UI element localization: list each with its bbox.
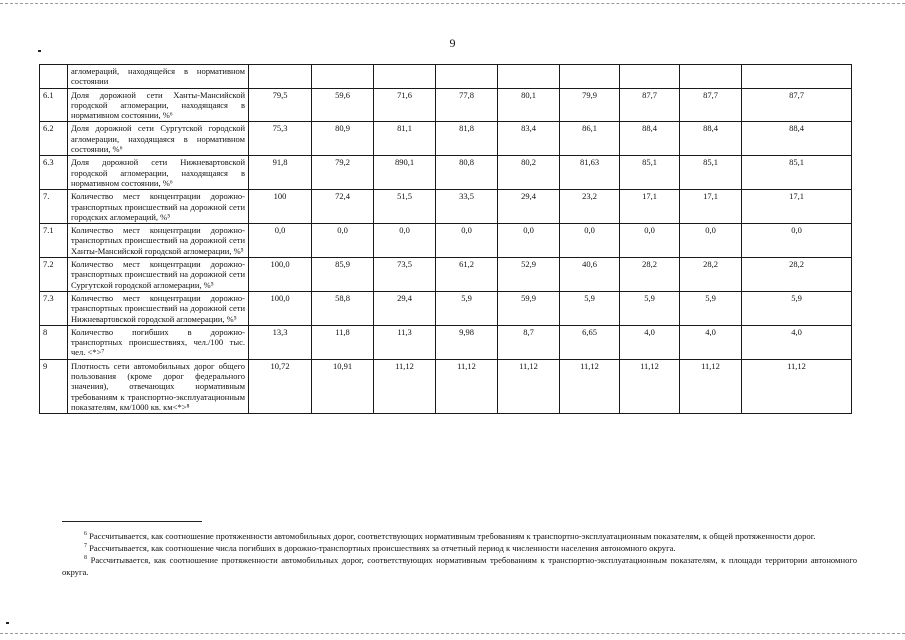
footnote-6-text: Рассчитывается, как соотношение протяженности автомобильных дорог, соответствующих нормативным требованиям к транспортно-эксплуатационным показателям, к общей протяженности дорог. <box>89 531 816 541</box>
value-cell: 87,7 <box>620 88 680 122</box>
value-cell: 11,12 <box>742 359 852 413</box>
value-cell: 13,3 <box>249 325 312 359</box>
row-number: 9 <box>40 359 68 413</box>
indicator-name: Доля дорожной сети Сургутской городской агломерации, находящаяся в нормативном состоянии, %⁶ <box>68 122 249 156</box>
indicator-name: Количество мест концентрации дорожно-транспортных происшествий на дорожной сети Ханты-Мансийской городской агломерации, %⁵ <box>68 224 249 258</box>
value-cell: 11,12 <box>498 359 560 413</box>
value-cell: 5,9 <box>436 291 498 325</box>
value-cell: 80,2 <box>498 156 560 190</box>
value-cell: 4,0 <box>742 325 852 359</box>
table-row <box>40 359 852 413</box>
value-cell: 83,4 <box>498 122 560 156</box>
value-cell: 85,1 <box>620 156 680 190</box>
value-cell: 0,0 <box>249 224 312 258</box>
value-cell: 17,1 <box>680 190 742 224</box>
value-cell: 51,5 <box>374 190 436 224</box>
value-cell: 9,98 <box>436 325 498 359</box>
footnote-6-mark: 6 <box>84 531 87 538</box>
value-cell: 87,7 <box>680 88 742 122</box>
value-cell <box>742 65 852 89</box>
value-cell: 58,8 <box>312 291 374 325</box>
row-number: 6.3 <box>40 156 68 190</box>
value-cell: 73,5 <box>374 258 436 292</box>
value-cell: 11,12 <box>560 359 620 413</box>
value-cell: 88,4 <box>680 122 742 156</box>
value-cell: 0,0 <box>560 224 620 258</box>
value-cell: 10,91 <box>312 359 374 413</box>
value-cell: 11,12 <box>620 359 680 413</box>
value-cell: 100,0 <box>249 291 312 325</box>
footnotes <box>62 530 857 578</box>
value-cell: 87,7 <box>742 88 852 122</box>
value-cell: 77,8 <box>436 88 498 122</box>
value-cell: 80,9 <box>312 122 374 156</box>
value-cell: 0,0 <box>620 224 680 258</box>
table-row <box>40 65 852 89</box>
footnote-6 <box>62 530 857 542</box>
row-number <box>40 65 68 89</box>
value-cell: 29,4 <box>498 190 560 224</box>
row-number: 6.1 <box>40 88 68 122</box>
indicator-name: Количество погибших в дорожно-транспортных происшествиях, чел./100 тыс. чел. <*>⁷ <box>68 325 249 359</box>
value-cell: 88,4 <box>620 122 680 156</box>
row-number: 7.1 <box>40 224 68 258</box>
value-cell: 11,12 <box>374 359 436 413</box>
value-cell: 5,9 <box>742 291 852 325</box>
value-cell <box>498 65 560 89</box>
indicator-name: агломераций, находящейся в нормативном состоянии <box>68 65 249 89</box>
value-cell: 79,2 <box>312 156 374 190</box>
value-cell <box>620 65 680 89</box>
value-cell: 52,9 <box>498 258 560 292</box>
footnote-7-text: Рассчитывается, как соотношение числа погибших в дорожно-транспортных происшествиях за отчетный период к численности населения автономного округа. <box>89 543 676 553</box>
indicator-name: Плотность сети автомобильных дорог общего пользования (кроме дорог федерального значения), отвечающих нормативным требованиям к транспортно-эксплуатационным показателям, км/1000 кв. км<*>⁸ <box>68 359 249 413</box>
scan-edge-top <box>0 3 905 4</box>
row-number: 6.2 <box>40 122 68 156</box>
table-row <box>40 190 852 224</box>
value-cell: 4,0 <box>620 325 680 359</box>
table-body <box>40 65 852 414</box>
value-cell <box>249 65 312 89</box>
value-cell: 79,5 <box>249 88 312 122</box>
value-cell <box>374 65 436 89</box>
value-cell: 85,1 <box>742 156 852 190</box>
value-cell <box>436 65 498 89</box>
value-cell <box>680 65 742 89</box>
value-cell: 88,4 <box>742 122 852 156</box>
value-cell: 0,0 <box>742 224 852 258</box>
scan-edge-bottom <box>0 633 905 634</box>
value-cell: 28,2 <box>742 258 852 292</box>
value-cell: 6,65 <box>560 325 620 359</box>
value-cell: 10,72 <box>249 359 312 413</box>
value-cell: 890,1 <box>374 156 436 190</box>
value-cell: 11,12 <box>436 359 498 413</box>
value-cell: 61,2 <box>436 258 498 292</box>
table-row <box>40 156 852 190</box>
scan-speck <box>6 622 9 624</box>
value-cell: 79,9 <box>560 88 620 122</box>
value-cell: 80,8 <box>436 156 498 190</box>
value-cell: 72,4 <box>312 190 374 224</box>
table-row <box>40 88 852 122</box>
indicator-name: Количество мест концентрации дорожно-транспортных происшествий на дорожной сети городских агломераций, %⁵ <box>68 190 249 224</box>
value-cell: 91,8 <box>249 156 312 190</box>
value-cell: 8,7 <box>498 325 560 359</box>
value-cell: 100 <box>249 190 312 224</box>
value-cell: 11,12 <box>680 359 742 413</box>
value-cell: 71,6 <box>374 88 436 122</box>
value-cell: 5,9 <box>560 291 620 325</box>
value-cell: 5,9 <box>680 291 742 325</box>
row-number: 7. <box>40 190 68 224</box>
value-cell: 80,1 <box>498 88 560 122</box>
row-number: 7.2 <box>40 258 68 292</box>
value-cell: 100,0 <box>249 258 312 292</box>
footnote-separator <box>62 521 202 522</box>
indicator-name: Количество мест концентрации дорожно-транспортных происшествий на дорожной сети Сургутской городской агломерации, %⁵ <box>68 258 249 292</box>
value-cell: 0,0 <box>312 224 374 258</box>
value-cell: 86,1 <box>560 122 620 156</box>
value-cell: 11,8 <box>312 325 374 359</box>
indicators-table <box>39 64 852 414</box>
footnote-7-mark: 7 <box>84 543 87 550</box>
footnote-7 <box>62 542 857 554</box>
table-row <box>40 224 852 258</box>
table-row <box>40 291 852 325</box>
footnote-8-mark: 8 <box>84 555 87 562</box>
value-cell: 0,0 <box>498 224 560 258</box>
table-row <box>40 325 852 359</box>
value-cell <box>560 65 620 89</box>
value-cell: 11,3 <box>374 325 436 359</box>
value-cell: 28,2 <box>680 258 742 292</box>
value-cell: 75,3 <box>249 122 312 156</box>
value-cell: 33,5 <box>436 190 498 224</box>
value-cell: 85,9 <box>312 258 374 292</box>
value-cell: 0,0 <box>436 224 498 258</box>
value-cell: 17,1 <box>620 190 680 224</box>
value-cell <box>312 65 374 89</box>
footnote-8 <box>62 554 857 578</box>
value-cell: 5,9 <box>620 291 680 325</box>
value-cell: 28,2 <box>620 258 680 292</box>
indicator-name: Доля дорожной сети Ханты-Мансийской городской агломерации, находящаяся в нормативном состоянии, %⁶ <box>68 88 249 122</box>
value-cell: 85,1 <box>680 156 742 190</box>
value-cell: 81,1 <box>374 122 436 156</box>
value-cell: 0,0 <box>680 224 742 258</box>
value-cell: 17,1 <box>742 190 852 224</box>
row-number: 7.3 <box>40 291 68 325</box>
value-cell: 0,0 <box>374 224 436 258</box>
value-cell: 59,6 <box>312 88 374 122</box>
table-row <box>40 258 852 292</box>
table-row <box>40 122 852 156</box>
value-cell: 40,6 <box>560 258 620 292</box>
indicator-name: Количество мест концентрации дорожно-транспортных происшествий на дорожной сети Нижневартовской городской агломерации, %⁵ <box>68 291 249 325</box>
indicator-name: Доля дорожной сети Нижневартовской городской агломерации, находящаяся в нормативном состоянии, %⁶ <box>68 156 249 190</box>
value-cell: 4,0 <box>680 325 742 359</box>
footnote-8-text: Рассчитывается, как соотношение протяженности автомобильных дорог, соответствующих нормативным требованиям к транспортно-эксплуатационным показателям, к площади территории автономного округа. <box>62 555 857 577</box>
value-cell: 81,63 <box>560 156 620 190</box>
row-number: 8 <box>40 325 68 359</box>
value-cell: 59,9 <box>498 291 560 325</box>
value-cell: 81,8 <box>436 122 498 156</box>
page-number: 9 <box>449 36 456 50</box>
value-cell: 23,2 <box>560 190 620 224</box>
value-cell: 29,4 <box>374 291 436 325</box>
